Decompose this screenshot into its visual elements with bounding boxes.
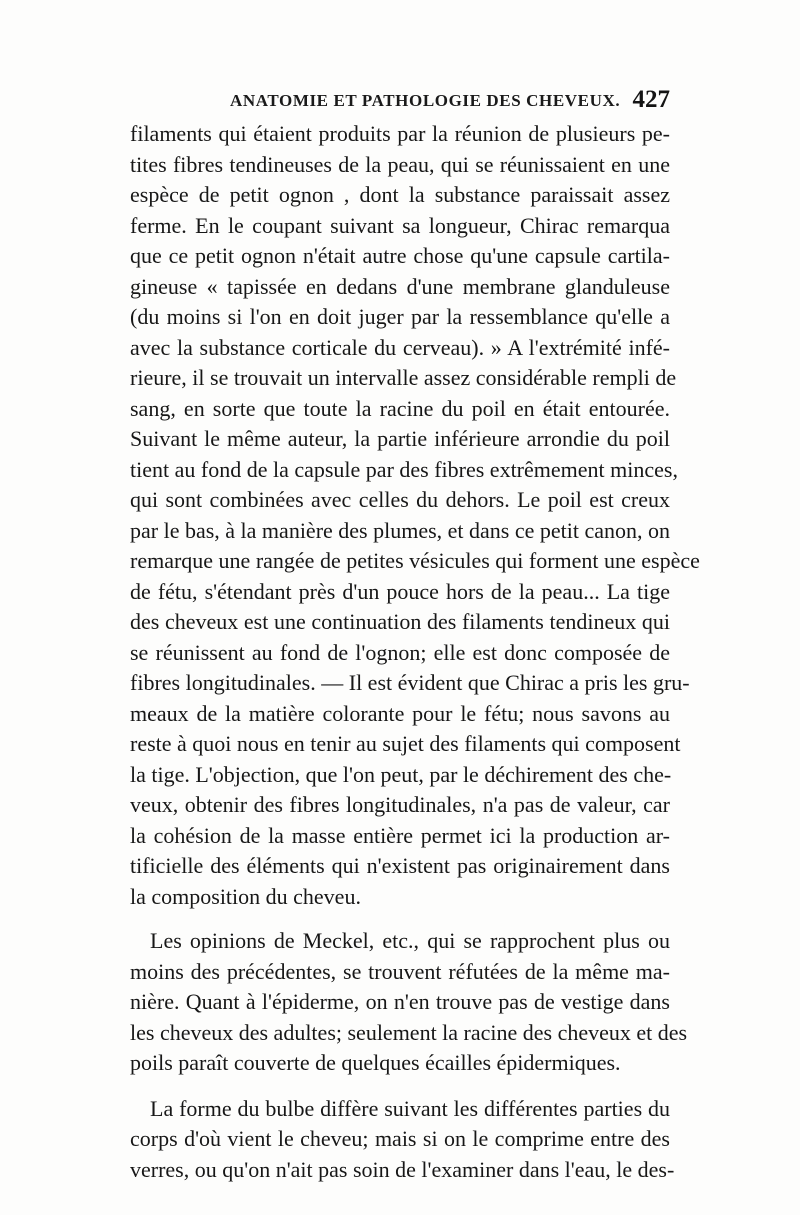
- text-line: remarque une rangée de petites vésicules qui forment une espèce: [130, 548, 700, 573]
- text-line: tient au fond de la capsule par des fibres extrêmement minces,: [130, 456, 678, 482]
- text-line: fibres longitudinales. — Il est évident que Chirac a pris les gru-: [130, 670, 690, 695]
- text-line: des cheveux est une continuation des filaments tendineux qui: [130, 609, 670, 634]
- text-line: par le bas, à la manière des plumes, et dans ce petit canon, on: [130, 517, 671, 543]
- text-line: La forme du bulbe diffère suivant les différentes parties du: [150, 1095, 670, 1121]
- text-line: avec la substance corticale du cerveau). » A l'extrémité infé-: [130, 334, 670, 360]
- text-line: moins des précédentes, se trouvent réfutées de la même ma-: [130, 958, 670, 984]
- running-header: [130, 86, 670, 121]
- text-line: poils paraît couverte de quelques écailles épidermiques.: [130, 1050, 621, 1075]
- text-line: la composition du cheveu.: [130, 883, 361, 909]
- text-line: meaux de la matière colorante pour le fétu; nous savons au: [130, 700, 670, 726]
- text-line: gineuse « tapissée en dedans d'une membrane glanduleuse: [130, 273, 670, 299]
- text-line: rieure, il se trouvait un intervalle assez considérable rempli de: [130, 365, 677, 390]
- page-number: 427: [632, 86, 670, 113]
- text-line: ferme. En le coupant suivant sa longueur, Chirac remarqua: [130, 212, 670, 238]
- text-line: (du moins si l'on en doit juger par la ressemblance qu'elle a: [130, 304, 670, 329]
- text-line: sang, en sorte que toute la racine du poil en était entourée.: [130, 395, 670, 421]
- text-line: veux, obtenir des fibres longitudinales, n'a pas de valeur, car: [130, 792, 670, 817]
- paragraph: [130, 1094, 675, 1186]
- text-line: corps d'où vient le cheveu; mais si on le comprime entre des: [130, 1126, 670, 1151]
- body-text: [130, 119, 700, 1185]
- running-title: ANATOMIE ET PATHOLOGIE DES CHEVEUX.: [230, 91, 621, 110]
- text-line: de fétu, s'étendant près d'un pouce hors de la peau... La tige: [130, 578, 670, 604]
- text-line: espèce de petit ognon , dont la substance paraissait assez: [130, 182, 670, 207]
- text-line: reste à quoi nous en tenir au sujet des filaments qui composent: [130, 731, 681, 756]
- text-line: Suivant le même auteur, la partie inférieure arrondie du poil: [130, 426, 670, 451]
- text-line: Les opinions de Meckel, etc., qui se rapprochent plus ou: [150, 928, 670, 953]
- text-line: la cohésion de la masse entière permet ici la production ar-: [130, 822, 670, 848]
- text-line: tites fibres tendineuses de la peau, qui se réunissaient en une: [130, 151, 670, 177]
- text-line: nière. Quant à l'épiderme, on n'en trouve pas de vestige dans: [130, 989, 670, 1014]
- text-line: qui sont combinées avec celles du dehors. Le poil est creux: [130, 487, 670, 512]
- paragraph: [130, 926, 688, 1079]
- text-line: les cheveux des adultes; seulement la racine des cheveux et des: [130, 1019, 688, 1045]
- text-line: tificielle des éléments qui n'existent pas originairement dans: [130, 853, 670, 878]
- text-line: la tige. L'objection, que l'on peut, par le déchirement des che-: [130, 761, 672, 787]
- text-line: verres, ou qu'on n'ait pas soin de l'examiner dans l'eau, le des-: [130, 1156, 675, 1182]
- text-line: filaments qui étaient produits par la réunion de plusieurs pe-: [130, 121, 670, 146]
- text-line: se réunissent au fond de l'ognon; elle est donc composée de: [130, 639, 670, 665]
- text-line: que ce petit ognon n'était autre chose qu'une capsule cartila-: [130, 243, 670, 268]
- paragraph: [130, 119, 700, 912]
